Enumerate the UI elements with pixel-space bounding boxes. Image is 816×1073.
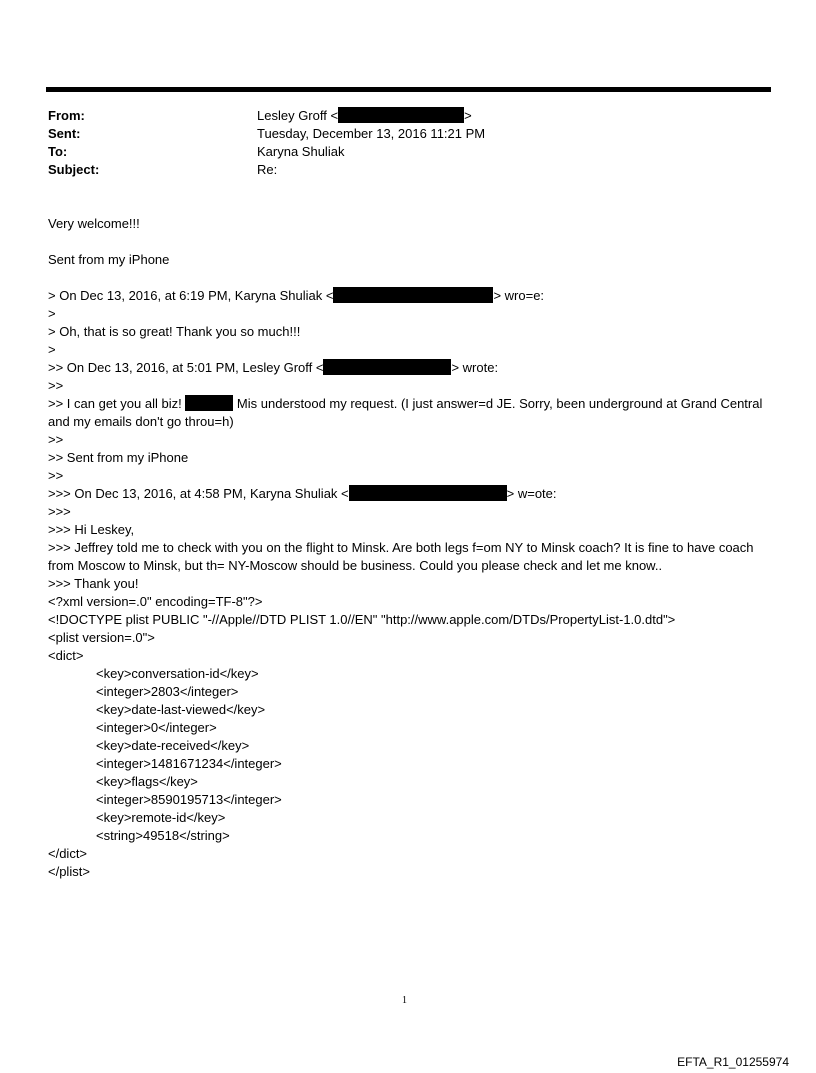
- quote-line: >>> Thank you!: [48, 576, 139, 591]
- to-label: To:: [48, 144, 68, 159]
- quote-text: >>> On Dec 13, 2016, at 4:58 PM, Karyna Shuliak <: [48, 486, 349, 501]
- quote-line: [48, 287, 778, 305]
- quote-text: > On Dec 13, 2016, at 6:19 PM, Karyna Shuliak <: [48, 288, 334, 303]
- xml-line: <dict>: [48, 648, 84, 663]
- xml-line: <plist version=.0">: [48, 630, 155, 645]
- xml-line: <integer>8590195713</integer>: [96, 792, 282, 807]
- to-row: [48, 143, 485, 161]
- redaction-box: [338, 107, 464, 123]
- email-body: [48, 215, 778, 881]
- to-value: Karyna Shuliak: [257, 144, 345, 159]
- redaction-box: [185, 395, 233, 411]
- sent-value: Tuesday, December 13, 2016 11:21 PM: [257, 126, 486, 141]
- quote-line: >: [48, 342, 56, 357]
- blank-line: [48, 269, 778, 287]
- blank-line: [48, 233, 778, 251]
- quote-line: > Oh, that is so great! Thank you so much!!!: [48, 324, 301, 339]
- quote-line: >>> Hi Leskey,: [48, 522, 135, 537]
- xml-line: <integer>1481671234</integer>: [96, 756, 282, 771]
- subject-value: Re:: [257, 162, 278, 177]
- xml-line: <!DOCTYPE plist PUBLIC "-//Apple//DTD PLIST 1.0//EN" "http://www.apple.com/DTDs/PropertyList-1.0.dtd">: [48, 612, 676, 627]
- xml-line: <integer>0</integer>: [96, 720, 217, 735]
- quote-line: >>>: [48, 504, 71, 519]
- body-line: Sent from my iPhone: [48, 252, 170, 267]
- xml-line: </plist>: [48, 864, 90, 879]
- xml-line: <key>date-received</key>: [96, 738, 250, 753]
- subject-row: [48, 161, 485, 179]
- sent-label: Sent:: [48, 126, 81, 141]
- quote-line: >>: [48, 468, 64, 483]
- body-line: Very welcome!!!: [48, 216, 140, 231]
- quote-line: >: [48, 306, 56, 321]
- xml-line: <key>remote-id</key>: [96, 810, 226, 825]
- redaction-box: [333, 287, 493, 303]
- quote-text: >> On Dec 13, 2016, at 5:01 PM, Lesley Groff <: [48, 360, 324, 375]
- xml-line: </dict>: [48, 846, 88, 861]
- subject-label: Subject:: [48, 162, 100, 177]
- header-rule: [46, 87, 771, 92]
- quote-text: > w=ote:: [506, 486, 557, 501]
- xml-line: <key>date-last-viewed</key>: [96, 702, 266, 717]
- quote-line: [48, 395, 778, 431]
- quote-text: > wrote:: [451, 360, 499, 375]
- redaction-box: [349, 485, 507, 501]
- sent-row: [48, 125, 485, 143]
- quote-text: Mis understood my request. (I just answer=d JE. Sorry, been underground at Grand Central and my emails don't go throu=h): [48, 396, 766, 429]
- from-name: Lesley Groff <: [257, 108, 339, 123]
- quote-text: >> I can get you all biz!: [48, 396, 186, 411]
- quote-line: >> Sent from my iPhone: [48, 450, 189, 465]
- email-header: [48, 107, 485, 179]
- from-row: [48, 107, 485, 125]
- quote-line: >>: [48, 432, 64, 447]
- from-label: From:: [48, 108, 85, 123]
- redaction-box: [323, 359, 451, 375]
- xml-line: <integer>2803</integer>: [96, 684, 239, 699]
- xml-line: <key>flags</key>: [96, 774, 198, 789]
- xml-line: <?xml version=.0" encoding=TF-8"?>: [48, 594, 263, 609]
- quote-text: > wro=e:: [493, 288, 545, 303]
- from-close: >: [464, 108, 472, 123]
- quote-line: [48, 359, 778, 377]
- quote-line: [48, 485, 778, 503]
- quote-line: >>: [48, 378, 64, 393]
- xml-line: <key>conversation-id</key>: [96, 666, 259, 681]
- quote-line: >>> Jeffrey told me to check with you on the flight to Minsk. Are both legs f=om NY to Minsk coach? It is fine to have coach from Moscow to Minsk, but th= NY-Moscow should be business. Could you please check and let me know..: [48, 540, 758, 573]
- xml-line: <string>49518</string>: [96, 828, 230, 843]
- from-value: [257, 107, 472, 125]
- page-number: 1: [402, 995, 407, 1006]
- document-id-stamp: EFTA_R1_01255974: [677, 1055, 789, 1069]
